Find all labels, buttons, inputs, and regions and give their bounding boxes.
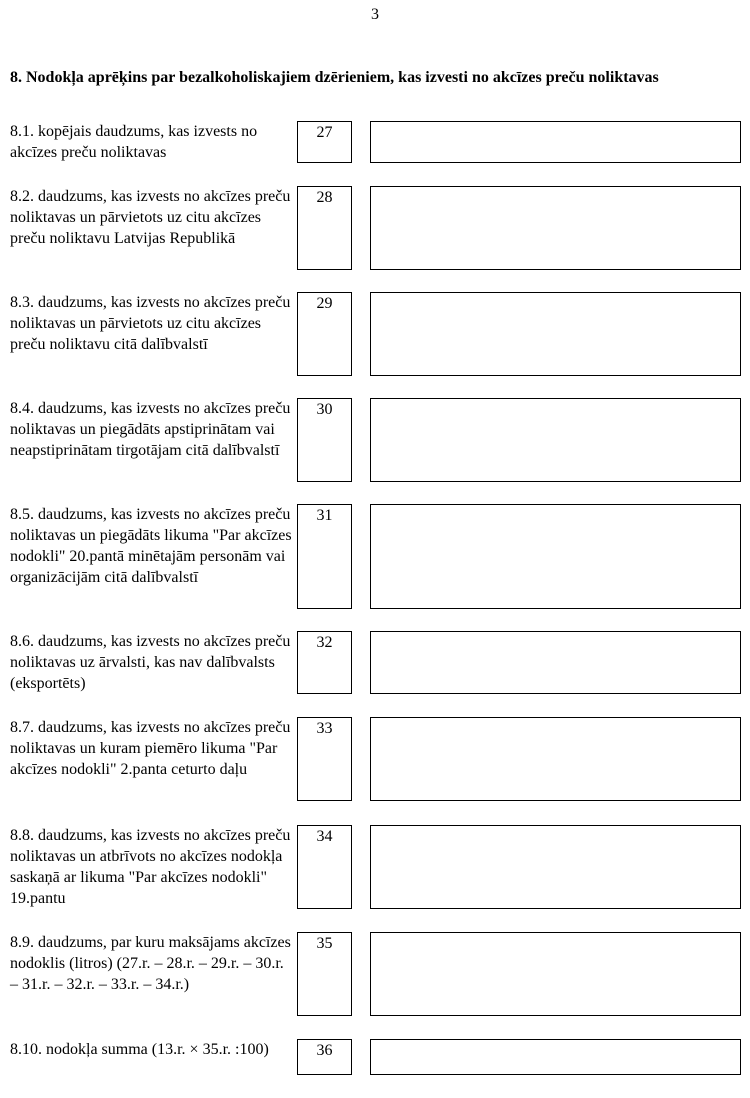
row-label: 8.9. daudzums, par kuru maksājams akcīzes nodoklis (litros) (27.r. – 28.r. – 29.r. – 30.r. – 31.r. – 32.r. – 33.r. – 34.r.) [10, 934, 291, 993]
row-label: 8.8. daudzums, kas izvests no akcīzes preču noliktavas un atbrīvots no akcīzes nodokļa saskaņā ar likuma "Par akcīzes nodokli" 19.pantu [10, 827, 291, 907]
value-field-27[interactable] [370, 121, 741, 163]
row-code: 36 [297, 1039, 352, 1075]
row-code: 32 [297, 631, 352, 694]
value-field-36[interactable] [370, 1039, 741, 1075]
row-label: 8.2. daudzums, kas izvests no akcīzes preču noliktavas un pārvietots uz citu akcīzes preču noliktavu Latvijas Republikā [10, 188, 291, 247]
row-code: 27 [297, 121, 352, 163]
section-title: 8. Nodokļa aprēķins par bezalkoholiskajiem dzērieniem, kas izvesti no akcīzes preču noliktavas [10, 69, 659, 86]
row-code: 31 [297, 504, 352, 609]
row-code: 34 [297, 825, 352, 909]
row-code: 28 [297, 186, 352, 270]
row-label: 8.3. daudzums, kas izvests no akcīzes preču noliktavas un pārvietots uz citu akcīzes preču noliktavu citā dalībvalstī [10, 294, 291, 353]
value-field-29[interactable] [370, 292, 741, 376]
row-code: 33 [297, 717, 352, 801]
value-field-28[interactable] [370, 186, 741, 270]
row-label: 8.4. daudzums, kas izvests no akcīzes preču noliktavas un piegādāts apstiprinātam vai neapstiprinātam tirgotājam citā dalībvalstī [10, 400, 291, 459]
row-label: 8.5. daudzums, kas izvests no akcīzes preču noliktavas un piegādāts likuma "Par akcīzes nodokli" 20.pantā minētajām personām vai organizācijām citā dalībvalstī [10, 506, 292, 586]
value-field-31[interactable] [370, 504, 741, 609]
row-label: 8.6. daudzums, kas izvests no akcīzes preču noliktavas uz ārvalsti, kas nav dalībvalsts (eksportēts) [10, 633, 291, 692]
row-label: 8.1. kopējais daudzums, kas izvests no akcīzes preču noliktavas [10, 123, 258, 161]
value-field-30[interactable] [370, 398, 741, 482]
value-field-32[interactable] [370, 631, 741, 694]
page-number: 3 [371, 6, 379, 23]
row-label: 8.7. daudzums, kas izvests no akcīzes preču noliktavas un kuram piemēro likuma "Par akcīzes nodokli" 2.panta ceturto daļu [10, 719, 291, 778]
row-code: 30 [297, 398, 352, 482]
row-label: 8.10. nodokļa summa (13.r. × 35.r. :100) [10, 1041, 269, 1058]
row-code: 35 [297, 932, 352, 1016]
value-field-34[interactable] [370, 825, 741, 909]
value-field-33[interactable] [370, 717, 741, 801]
row-code: 29 [297, 292, 352, 376]
value-field-35[interactable] [370, 932, 741, 1016]
